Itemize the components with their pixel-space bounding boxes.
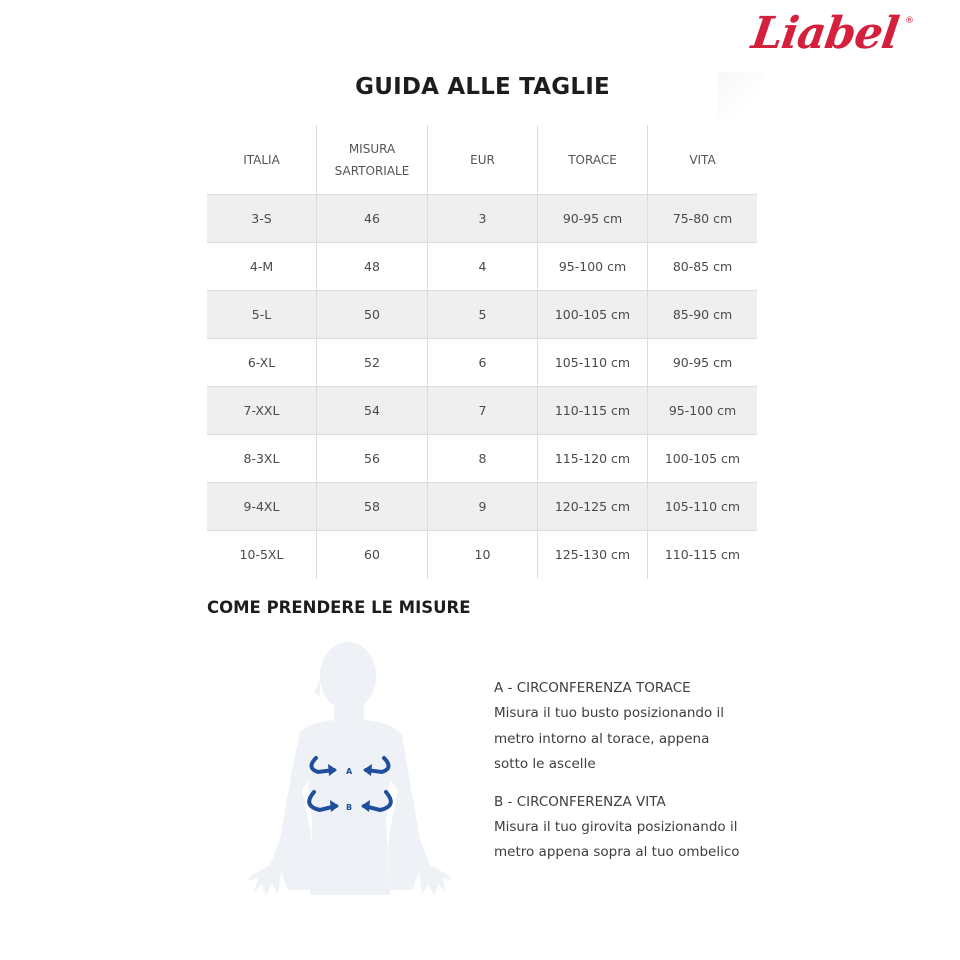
- instruction-line: Misura il tuo busto posizionando il: [494, 705, 725, 721]
- instruction-heading: B - CIRCONFERENZA VITA: [494, 793, 666, 810]
- cell-torace: 125-130 cm: [538, 531, 648, 579]
- registered-mark: ®: [905, 16, 914, 26]
- body-silhouette-icon: [240, 640, 460, 900]
- instruction-line: metro intorno al torace, appena: [494, 730, 710, 747]
- header-label: EUR: [470, 152, 495, 167]
- header-misura-sartoriale: [317, 125, 428, 194]
- cell-torace: 95-100 cm: [538, 243, 648, 290]
- instruction-line: sotto le ascelle: [494, 756, 596, 772]
- header-torace: [538, 125, 648, 194]
- header-italia: [207, 125, 317, 194]
- table-row: [207, 195, 757, 243]
- cell-italia: 4-M: [207, 243, 317, 290]
- table-row: [207, 243, 757, 291]
- header-label: MISURA: [348, 141, 396, 156]
- cell-misura: 58: [317, 483, 428, 530]
- instruction-line: metro appena sopra al tuo ombelico: [494, 844, 740, 860]
- body-measurement-illustration: [240, 640, 460, 900]
- cell-eur: 9: [428, 483, 538, 530]
- cell-eur: 10: [428, 531, 538, 579]
- cell-misura: 60: [317, 531, 428, 579]
- instruction-line: Misura il tuo girovita posizionando il: [494, 818, 738, 835]
- table-row: [207, 483, 757, 531]
- measure-instructions: [494, 676, 774, 878]
- cell-vita: 85-90 cm: [672, 306, 733, 322]
- label-b: B: [346, 803, 353, 812]
- header-label: VITA: [689, 152, 716, 167]
- cell-eur: 4: [428, 243, 538, 290]
- size-table: [207, 125, 757, 579]
- cell-misura: 52: [317, 339, 428, 386]
- table-row: [207, 387, 757, 435]
- cell-vita: 105-110 cm: [664, 498, 741, 514]
- cell-misura: 48: [317, 243, 428, 290]
- cell-vita: 95-100 cm: [668, 402, 737, 418]
- table-row: [207, 291, 757, 339]
- cell-torace: 115-120 cm: [538, 435, 648, 482]
- label-a: A: [346, 767, 353, 776]
- instruction-waist: [494, 790, 774, 866]
- cell-vita: 110-115 cm: [664, 547, 741, 562]
- cell-torace: 105-110 cm: [538, 339, 648, 386]
- instruction-chest: [494, 676, 774, 778]
- cell-vita: 75-80 cm: [672, 210, 733, 226]
- cell-misura: 46: [317, 195, 428, 242]
- table-row: [207, 435, 757, 483]
- cell-vita: 80-85 cm: [672, 258, 733, 274]
- page-title: GUIDA ALLE TAGLIE: [355, 74, 610, 100]
- cell-misura: 56: [317, 435, 428, 482]
- cell-eur: 6: [428, 339, 538, 386]
- cell-italia: 9-4XL: [207, 483, 317, 530]
- cell-italia: 5-L: [207, 291, 317, 338]
- cell-italia: 8-3XL: [207, 435, 317, 482]
- cell-italia: 3-S: [207, 195, 317, 242]
- cell-misura: 54: [317, 387, 428, 434]
- cell-torace: 90-95 cm: [538, 195, 648, 242]
- table-row: [207, 531, 757, 579]
- cell-misura: 50: [317, 291, 428, 338]
- cell-italia: 6-XL: [207, 339, 317, 386]
- section-title-measure: COME PRENDERE LE MISURE: [207, 598, 471, 617]
- cell-torace: 100-105 cm: [538, 291, 648, 338]
- header-eur: [428, 125, 538, 194]
- header-label: ITALIA: [243, 152, 280, 167]
- cell-vita: 90-95 cm: [672, 354, 733, 370]
- header-label: TORACE: [568, 152, 617, 167]
- cell-eur: 3: [428, 195, 538, 242]
- cell-eur: 7: [428, 387, 538, 434]
- header-vita: [648, 125, 757, 194]
- header-label: SARTORIALE: [334, 163, 410, 178]
- cell-vita: 100-105 cm: [664, 450, 741, 466]
- cell-eur: 8: [428, 435, 538, 482]
- cell-eur: 5: [428, 291, 538, 338]
- logo-text: Liabel: [748, 8, 902, 59]
- table-row: [207, 339, 757, 387]
- cell-italia: 7-XXL: [207, 387, 317, 434]
- cell-italia: 10-5XL: [207, 531, 317, 579]
- cell-torace: 110-115 cm: [538, 387, 648, 434]
- brand-logo: [748, 8, 922, 68]
- instruction-heading: A - CIRCONFERENZA TORACE: [494, 680, 691, 696]
- cell-torace: 120-125 cm: [538, 483, 648, 530]
- table-header-row: [207, 125, 757, 195]
